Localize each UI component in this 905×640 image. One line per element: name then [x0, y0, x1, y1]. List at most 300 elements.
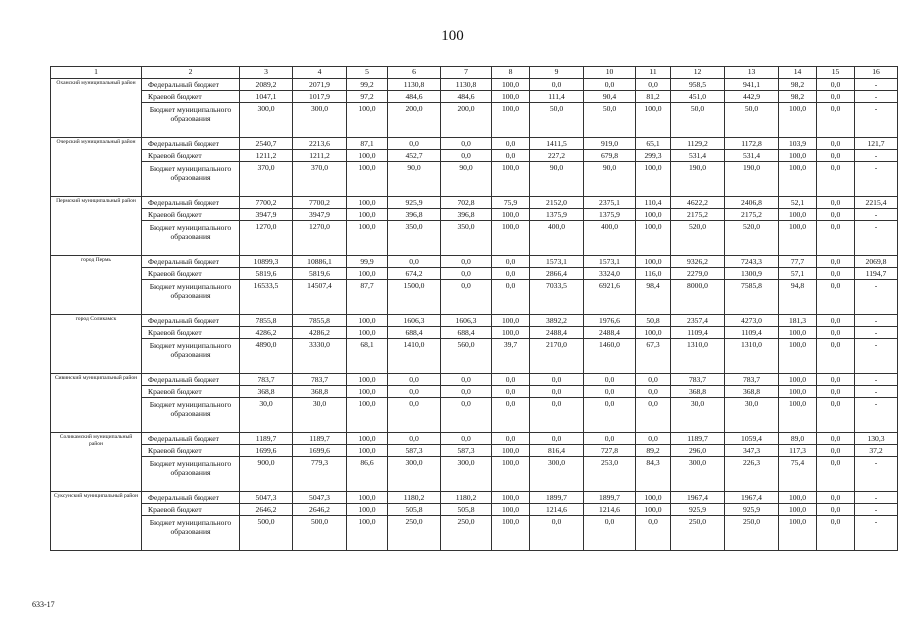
- value-cell: 4286,2: [293, 327, 347, 339]
- value-cell: 300,0: [671, 457, 725, 492]
- table-row: [51, 433, 898, 445]
- table-row: [51, 256, 898, 268]
- value-cell: 100,0: [347, 209, 388, 221]
- value-cell: 531,4: [725, 150, 779, 162]
- value-cell: 0,0: [817, 398, 855, 433]
- value-cell: 100,0: [492, 516, 530, 551]
- value-cell: 1214,6: [584, 504, 636, 516]
- value-cell: 300,0: [240, 103, 293, 138]
- value-cell: 368,8: [671, 386, 725, 398]
- value-cell: 100,0: [492, 209, 530, 221]
- value-cell: 0,0: [817, 386, 855, 398]
- value-cell: 100,0: [347, 315, 388, 327]
- value-cell: 2488,4: [530, 327, 584, 339]
- value-cell: 227,2: [530, 150, 584, 162]
- value-cell: -: [855, 162, 898, 197]
- value-cell: 5047,3: [240, 492, 293, 504]
- value-cell: 0,0: [492, 398, 530, 433]
- value-cell: 300,0: [530, 457, 584, 492]
- value-cell: 253,0: [584, 457, 636, 492]
- value-cell: 100,0: [779, 150, 817, 162]
- value-cell: 0,0: [441, 268, 492, 280]
- value-cell: 100,0: [492, 327, 530, 339]
- value-cell: 0,0: [388, 433, 441, 445]
- value-cell: 484,6: [388, 91, 441, 103]
- value-cell: 1189,7: [240, 433, 293, 445]
- value-cell: 350,0: [388, 221, 441, 256]
- value-cell: 0,0: [817, 91, 855, 103]
- value-cell: 2152,0: [530, 197, 584, 209]
- value-cell: 99,2: [347, 79, 388, 91]
- value-cell: 100,0: [636, 209, 671, 221]
- value-cell: -: [855, 79, 898, 91]
- value-cell: 100,0: [492, 91, 530, 103]
- value-cell: 560,0: [441, 339, 492, 374]
- value-cell: 1573,1: [584, 256, 636, 268]
- value-cell: 1699,6: [293, 445, 347, 457]
- value-cell: 0,0: [817, 150, 855, 162]
- value-cell: 7585,8: [725, 280, 779, 315]
- column-header: 6: [388, 67, 441, 79]
- value-cell: 400,0: [584, 221, 636, 256]
- value-cell: 0,0: [817, 445, 855, 457]
- value-cell: 0,0: [636, 433, 671, 445]
- value-cell: 100,0: [636, 327, 671, 339]
- value-cell: 1270,0: [293, 221, 347, 256]
- budget-type: Бюджет муниципального образования: [142, 162, 240, 197]
- value-cell: 0,0: [388, 374, 441, 386]
- budget-type: Бюджет муниципального образования: [142, 398, 240, 433]
- table-row: [51, 492, 898, 504]
- value-cell: 505,8: [388, 504, 441, 516]
- table-row: [51, 516, 898, 551]
- value-cell: 94,8: [779, 280, 817, 315]
- value-cell: 0,0: [492, 280, 530, 315]
- budget-type: Федеральный бюджет: [142, 256, 240, 268]
- value-cell: 0,0: [817, 280, 855, 315]
- table-row: [51, 138, 898, 150]
- value-cell: 1194,7: [855, 268, 898, 280]
- value-cell: 350,0: [441, 221, 492, 256]
- value-cell: 0,0: [441, 398, 492, 433]
- value-cell: 500,0: [240, 516, 293, 551]
- value-cell: 0,0: [492, 268, 530, 280]
- value-cell: 1172,8: [725, 138, 779, 150]
- value-cell: 0,0: [441, 386, 492, 398]
- table-row: [51, 504, 898, 516]
- value-cell: 783,7: [725, 374, 779, 386]
- value-cell: -: [855, 315, 898, 327]
- value-cell: 4622,2: [671, 197, 725, 209]
- value-cell: 99,9: [347, 256, 388, 268]
- value-cell: 1606,3: [441, 315, 492, 327]
- value-cell: 100,0: [779, 398, 817, 433]
- value-cell: 111,4: [530, 91, 584, 103]
- table-row: [51, 457, 898, 492]
- value-cell: 0,0: [441, 256, 492, 268]
- value-cell: 50,8: [636, 315, 671, 327]
- value-cell: 100,0: [779, 327, 817, 339]
- value-cell: 0,0: [530, 516, 584, 551]
- value-cell: 250,0: [671, 516, 725, 551]
- value-cell: 1899,7: [584, 492, 636, 504]
- value-cell: -: [855, 386, 898, 398]
- region-name: Оханский муниципальный район: [51, 79, 142, 138]
- value-cell: 3947,9: [293, 209, 347, 221]
- table-row: [51, 91, 898, 103]
- value-cell: -: [855, 91, 898, 103]
- value-cell: 0,0: [817, 504, 855, 516]
- value-cell: 0,0: [817, 327, 855, 339]
- value-cell: 1310,0: [671, 339, 725, 374]
- budget-type: Федеральный бюджет: [142, 374, 240, 386]
- value-cell: 300,0: [388, 457, 441, 492]
- value-cell: 300,0: [441, 457, 492, 492]
- value-cell: 2069,8: [855, 256, 898, 268]
- column-header: 4: [293, 67, 347, 79]
- value-cell: 0,0: [441, 138, 492, 150]
- table-row: [51, 398, 898, 433]
- value-cell: 100,0: [492, 79, 530, 91]
- value-cell: 5819,6: [293, 268, 347, 280]
- value-cell: 100,0: [636, 504, 671, 516]
- value-cell: 919,0: [584, 138, 636, 150]
- value-cell: 674,2: [388, 268, 441, 280]
- value-cell: 100,0: [347, 374, 388, 386]
- value-cell: 452,7: [388, 150, 441, 162]
- value-cell: 0,0: [584, 516, 636, 551]
- value-cell: 925,9: [671, 504, 725, 516]
- value-cell: 100,0: [779, 492, 817, 504]
- value-cell: 3947,9: [240, 209, 293, 221]
- value-cell: 0,0: [817, 457, 855, 492]
- value-cell: 941,1: [725, 79, 779, 91]
- value-cell: 1460,0: [584, 339, 636, 374]
- column-header: 3: [240, 67, 293, 79]
- budget-type: Бюджет муниципального образования: [142, 103, 240, 138]
- value-cell: 727,8: [584, 445, 636, 457]
- table-row: [51, 386, 898, 398]
- value-cell: 100,0: [347, 433, 388, 445]
- value-cell: 200,0: [388, 103, 441, 138]
- value-cell: 2646,2: [240, 504, 293, 516]
- value-cell: 57,1: [779, 268, 817, 280]
- header-row: [51, 67, 898, 79]
- value-cell: 1573,1: [530, 256, 584, 268]
- value-cell: 68,1: [347, 339, 388, 374]
- value-cell: 0,0: [492, 386, 530, 398]
- value-cell: 100,0: [347, 162, 388, 197]
- value-cell: 16533,5: [240, 280, 293, 315]
- value-cell: 30,0: [671, 398, 725, 433]
- region-name: Соликамский муниципальный район: [51, 433, 142, 492]
- value-cell: 117,3: [779, 445, 817, 457]
- value-cell: 3892,2: [530, 315, 584, 327]
- value-cell: 90,0: [388, 162, 441, 197]
- value-cell: 0,0: [441, 280, 492, 315]
- budget-type: Краевой бюджет: [142, 327, 240, 339]
- value-cell: 81,2: [636, 91, 671, 103]
- value-cell: 90,0: [584, 162, 636, 197]
- value-cell: 1180,2: [388, 492, 441, 504]
- value-cell: 400,0: [530, 221, 584, 256]
- value-cell: 103,9: [779, 138, 817, 150]
- value-cell: 370,0: [240, 162, 293, 197]
- value-cell: 0,0: [817, 221, 855, 256]
- value-cell: 121,7: [855, 138, 898, 150]
- value-cell: 396,8: [388, 209, 441, 221]
- value-cell: 100,0: [779, 209, 817, 221]
- budget-table: [50, 66, 898, 551]
- value-cell: 0,0: [817, 374, 855, 386]
- value-cell: -: [855, 103, 898, 138]
- table-row: [51, 268, 898, 280]
- value-cell: 1375,9: [584, 209, 636, 221]
- column-header: 10: [584, 67, 636, 79]
- value-cell: -: [855, 398, 898, 433]
- value-cell: 7855,8: [240, 315, 293, 327]
- value-cell: 14507,4: [293, 280, 347, 315]
- value-cell: 958,5: [671, 79, 725, 91]
- value-cell: 190,0: [671, 162, 725, 197]
- column-header: 14: [779, 67, 817, 79]
- value-cell: 1967,4: [671, 492, 725, 504]
- value-cell: -: [855, 504, 898, 516]
- value-cell: 181,3: [779, 315, 817, 327]
- value-cell: 0,0: [388, 398, 441, 433]
- value-cell: 4286,2: [240, 327, 293, 339]
- value-cell: 1699,6: [240, 445, 293, 457]
- table-row: [51, 103, 898, 138]
- value-cell: 100,0: [347, 516, 388, 551]
- value-cell: 100,0: [347, 197, 388, 209]
- value-cell: 0,0: [584, 79, 636, 91]
- value-cell: 8000,0: [671, 280, 725, 315]
- value-cell: 3324,0: [584, 268, 636, 280]
- value-cell: 484,6: [441, 91, 492, 103]
- value-cell: 0,0: [636, 386, 671, 398]
- value-cell: 10886,1: [293, 256, 347, 268]
- value-cell: 0,0: [636, 398, 671, 433]
- value-cell: 0,0: [636, 79, 671, 91]
- table-row: [51, 315, 898, 327]
- value-cell: 3330,0: [293, 339, 347, 374]
- column-header: 8: [492, 67, 530, 79]
- value-cell: 87,1: [347, 138, 388, 150]
- value-cell: 1109,4: [725, 327, 779, 339]
- value-cell: 2488,4: [584, 327, 636, 339]
- value-cell: 100,0: [347, 327, 388, 339]
- value-cell: 925,9: [388, 197, 441, 209]
- value-cell: 587,3: [441, 445, 492, 457]
- value-cell: 2089,2: [240, 79, 293, 91]
- column-header: 9: [530, 67, 584, 79]
- value-cell: 0,0: [584, 433, 636, 445]
- value-cell: 0,0: [441, 374, 492, 386]
- value-cell: 0,0: [817, 79, 855, 91]
- value-cell: 5819,6: [240, 268, 293, 280]
- value-cell: 1059,4: [725, 433, 779, 445]
- column-header: 15: [817, 67, 855, 79]
- value-cell: 7700,2: [240, 197, 293, 209]
- region-name: Очерский муниципальный район: [51, 138, 142, 197]
- budget-type: Федеральный бюджет: [142, 79, 240, 91]
- value-cell: -: [855, 457, 898, 492]
- value-cell: 0,0: [492, 138, 530, 150]
- budget-type: Краевой бюджет: [142, 386, 240, 398]
- value-cell: 100,0: [779, 162, 817, 197]
- column-header: 1: [51, 67, 142, 79]
- value-cell: 0,0: [530, 386, 584, 398]
- value-cell: 1214,6: [530, 504, 584, 516]
- value-cell: -: [855, 516, 898, 551]
- value-cell: 442,9: [725, 91, 779, 103]
- value-cell: 100,0: [492, 457, 530, 492]
- column-header: 7: [441, 67, 492, 79]
- value-cell: 0,0: [817, 103, 855, 138]
- value-cell: 100,0: [779, 339, 817, 374]
- value-cell: 75,9: [492, 197, 530, 209]
- value-cell: 7033,5: [530, 280, 584, 315]
- region-name: Суксунский муниципальный район: [51, 492, 142, 551]
- region-name: Пермский муниципальный район: [51, 197, 142, 256]
- value-cell: -: [855, 492, 898, 504]
- table-row: [51, 162, 898, 197]
- value-cell: 65,1: [636, 138, 671, 150]
- value-cell: 368,8: [725, 386, 779, 398]
- value-cell: 100,0: [636, 221, 671, 256]
- value-cell: 0,0: [530, 374, 584, 386]
- value-cell: 1180,2: [441, 492, 492, 504]
- value-cell: 1109,4: [671, 327, 725, 339]
- value-cell: 190,0: [725, 162, 779, 197]
- value-cell: 0,0: [492, 150, 530, 162]
- value-cell: 130,3: [855, 433, 898, 445]
- value-cell: 0,0: [492, 374, 530, 386]
- table-row: [51, 327, 898, 339]
- value-cell: 100,0: [492, 504, 530, 516]
- value-cell: 100,0: [347, 221, 388, 256]
- value-cell: 779,3: [293, 457, 347, 492]
- value-cell: 1211,2: [293, 150, 347, 162]
- budget-type: Краевой бюджет: [142, 150, 240, 162]
- value-cell: 396,8: [441, 209, 492, 221]
- budget-type: Краевой бюджет: [142, 504, 240, 516]
- budget-type: Бюджет муниципального образования: [142, 457, 240, 492]
- value-cell: 100,0: [779, 221, 817, 256]
- value-cell: 2170,0: [530, 339, 584, 374]
- column-header: 11: [636, 67, 671, 79]
- value-cell: 520,0: [725, 221, 779, 256]
- value-cell: 100,0: [492, 162, 530, 197]
- column-header: 16: [855, 67, 898, 79]
- value-cell: 2175,2: [671, 209, 725, 221]
- value-cell: 0,0: [817, 256, 855, 268]
- column-header: 12: [671, 67, 725, 79]
- value-cell: 100,0: [779, 516, 817, 551]
- value-cell: 100,0: [347, 445, 388, 457]
- value-cell: 368,8: [240, 386, 293, 398]
- region-name: город Пермь: [51, 256, 142, 315]
- value-cell: 77,7: [779, 256, 817, 268]
- value-cell: 37,2: [855, 445, 898, 457]
- budget-type: Федеральный бюджет: [142, 492, 240, 504]
- value-cell: 10899,3: [240, 256, 293, 268]
- value-cell: 67,3: [636, 339, 671, 374]
- value-cell: 0,0: [492, 256, 530, 268]
- value-cell: 0,0: [817, 315, 855, 327]
- value-cell: 39,7: [492, 339, 530, 374]
- budget-type: Федеральный бюджет: [142, 315, 240, 327]
- value-cell: 0,0: [388, 256, 441, 268]
- value-cell: 75,4: [779, 457, 817, 492]
- value-cell: 116,0: [636, 268, 671, 280]
- table-row: [51, 79, 898, 91]
- value-cell: 100,0: [347, 398, 388, 433]
- budget-type: Федеральный бюджет: [142, 197, 240, 209]
- value-cell: 1270,0: [240, 221, 293, 256]
- budget-type: Краевой бюджет: [142, 445, 240, 457]
- value-cell: 100,0: [492, 445, 530, 457]
- value-cell: 1410,0: [388, 339, 441, 374]
- value-cell: 1300,9: [725, 268, 779, 280]
- value-cell: 2175,2: [725, 209, 779, 221]
- value-cell: 1211,2: [240, 150, 293, 162]
- value-cell: 0,0: [584, 386, 636, 398]
- value-cell: 250,0: [388, 516, 441, 551]
- table-row: [51, 150, 898, 162]
- value-cell: 0,0: [817, 162, 855, 197]
- value-cell: 100,0: [636, 162, 671, 197]
- page-number: 100: [441, 28, 464, 44]
- value-cell: 5047,3: [293, 492, 347, 504]
- value-cell: 0,0: [817, 209, 855, 221]
- value-cell: 100,0: [347, 103, 388, 138]
- value-cell: 87,7: [347, 280, 388, 315]
- value-cell: 97,2: [347, 91, 388, 103]
- value-cell: 0,0: [636, 374, 671, 386]
- footer-code: 633-17: [32, 600, 55, 609]
- budget-type: Бюджет муниципального образования: [142, 221, 240, 256]
- value-cell: 90,0: [441, 162, 492, 197]
- value-cell: 2215,4: [855, 197, 898, 209]
- value-cell: 1130,8: [388, 79, 441, 91]
- value-cell: 89,2: [636, 445, 671, 457]
- value-cell: 89,0: [779, 433, 817, 445]
- value-cell: 100,0: [347, 492, 388, 504]
- value-cell: 0,0: [530, 398, 584, 433]
- value-cell: 531,4: [671, 150, 725, 162]
- value-cell: 100,0: [779, 103, 817, 138]
- value-cell: 0,0: [441, 433, 492, 445]
- value-cell: 783,7: [293, 374, 347, 386]
- value-cell: 84,3: [636, 457, 671, 492]
- value-cell: 1899,7: [530, 492, 584, 504]
- column-header: 2: [142, 67, 240, 79]
- value-cell: 1189,7: [671, 433, 725, 445]
- value-cell: 816,4: [530, 445, 584, 457]
- value-cell: -: [855, 150, 898, 162]
- column-header: 13: [725, 67, 779, 79]
- value-cell: 7855,8: [293, 315, 347, 327]
- value-cell: 7700,2: [293, 197, 347, 209]
- value-cell: 100,0: [347, 268, 388, 280]
- value-cell: 100,0: [636, 256, 671, 268]
- value-cell: 587,3: [388, 445, 441, 457]
- value-cell: 98,2: [779, 79, 817, 91]
- value-cell: 100,0: [779, 374, 817, 386]
- value-cell: 250,0: [725, 516, 779, 551]
